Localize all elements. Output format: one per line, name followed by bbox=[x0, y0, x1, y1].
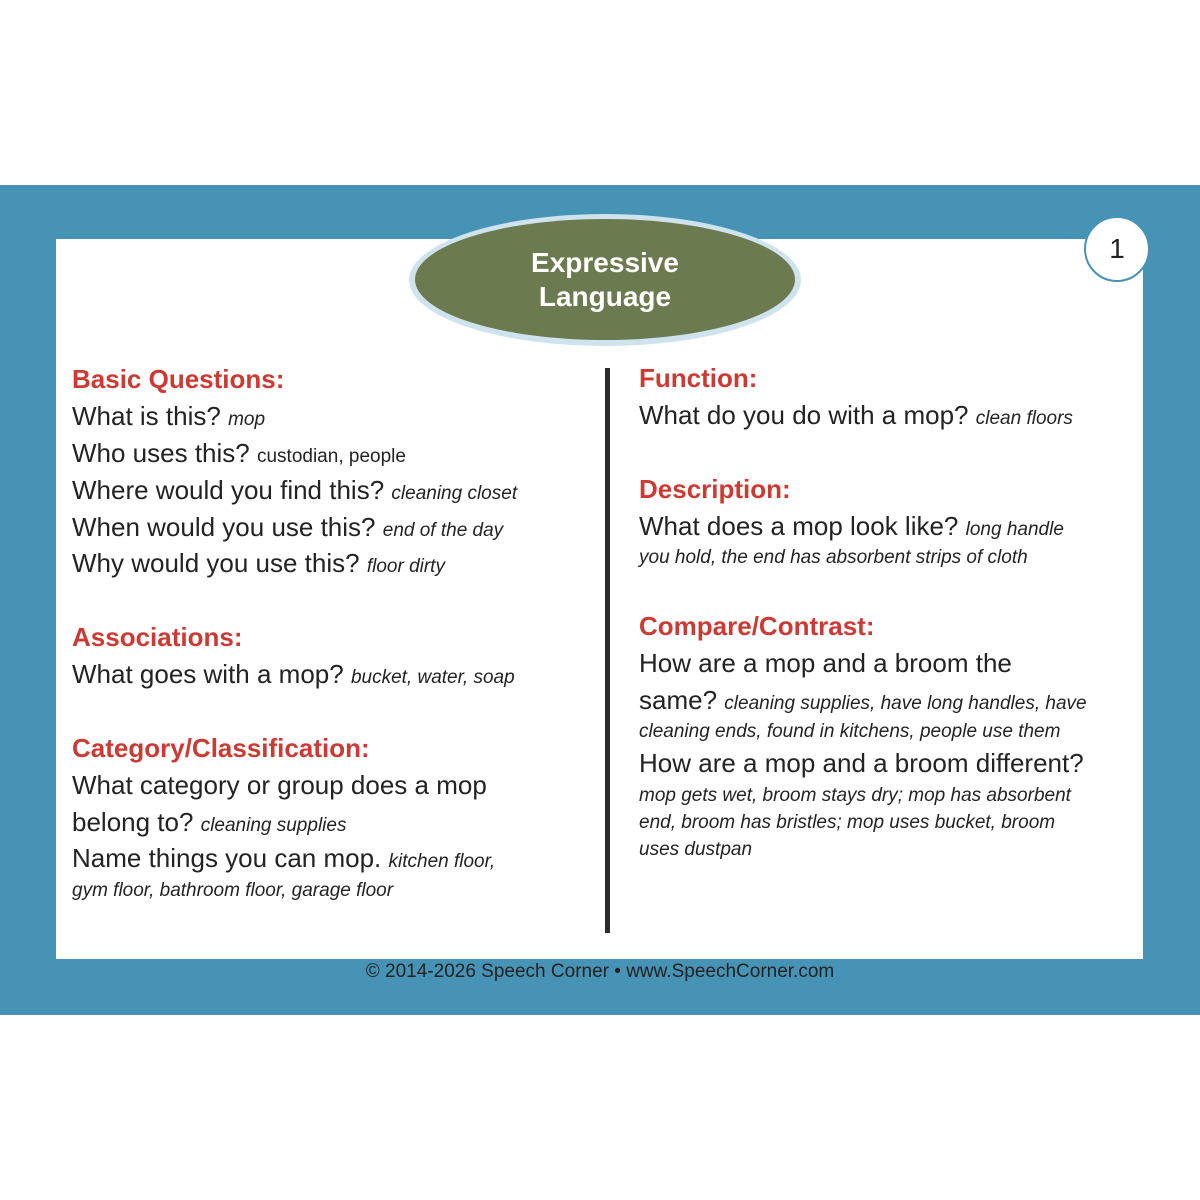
basic-question-3 bbox=[72, 475, 517, 509]
category-question-1-line2 bbox=[72, 807, 346, 841]
question-text: same? bbox=[639, 685, 718, 715]
answer-text: mop bbox=[228, 409, 266, 430]
question-text: What do you do with a mop? bbox=[639, 400, 969, 430]
compare-answer-2-line3: uses dustpan bbox=[639, 839, 753, 860]
compare-question-2: How are a mop and a broom different? bbox=[639, 748, 1084, 778]
answer-text: floor dirty bbox=[366, 556, 445, 577]
column-divider bbox=[605, 368, 610, 933]
compare-answer-2-line1: mop gets wet, broom stays dry; mop has absorbent bbox=[639, 785, 1071, 806]
basic-question-2 bbox=[72, 438, 406, 472]
answer-text: long handle bbox=[965, 519, 1064, 540]
question-text: Name things you can mop. bbox=[72, 843, 382, 873]
answer-text: bucket, water, soap bbox=[350, 667, 515, 688]
question-text: What is this? bbox=[72, 401, 221, 431]
category-question-1-line1: What category or group does a mop bbox=[72, 770, 487, 800]
associations-question-1 bbox=[72, 659, 515, 693]
question-text: When would you use this? bbox=[72, 512, 376, 542]
description-question-1 bbox=[639, 511, 1064, 545]
description-answer-line2: you hold, the end has absorbent strips of cloth bbox=[639, 547, 1028, 568]
answer-text: custodian, people bbox=[256, 446, 406, 467]
category-answer-2-line2: gym floor, bathroom floor, garage floor bbox=[72, 880, 394, 901]
compare-question-1-line2 bbox=[639, 685, 1087, 719]
question-text: Where would you find this? bbox=[72, 475, 385, 505]
category-heading: Category/Classification: bbox=[72, 733, 370, 763]
question-text: Who uses this? bbox=[72, 438, 250, 468]
answer-text: kitchen floor, bbox=[388, 851, 496, 872]
card-title-line1: Expressive bbox=[531, 246, 679, 278]
question-text: belong to? bbox=[72, 807, 194, 837]
description-heading: Description: bbox=[639, 474, 791, 504]
card-title bbox=[485, 246, 725, 314]
function-heading: Function: bbox=[639, 363, 758, 393]
answer-text: cleaning supplies, have long handles, have bbox=[724, 693, 1087, 714]
question-text: Why would you use this? bbox=[72, 548, 360, 578]
answer-text: end of the day bbox=[382, 520, 504, 541]
answer-text: clean floors bbox=[975, 408, 1073, 429]
title-oval bbox=[415, 219, 795, 340]
category-question-2 bbox=[72, 843, 495, 877]
card-number-badge: 1 bbox=[1084, 216, 1150, 282]
question-text: What goes with a mop? bbox=[72, 659, 344, 689]
question-text: What does a mop look like? bbox=[639, 511, 959, 541]
associations-heading: Associations: bbox=[72, 622, 243, 652]
basic-questions-heading: Basic Questions: bbox=[72, 364, 285, 394]
compare-question-1-line1: How are a mop and a broom the bbox=[639, 648, 1012, 678]
basic-question-4 bbox=[72, 512, 503, 546]
basic-question-1 bbox=[72, 401, 265, 435]
answer-text: cleaning supplies bbox=[200, 815, 347, 836]
compare-answer-2-line2: end, broom has bristles; mop uses bucket, broom bbox=[639, 812, 1056, 833]
compare-heading: Compare/Contrast: bbox=[639, 611, 875, 641]
answer-text: cleaning closet bbox=[391, 483, 518, 504]
function-question-1 bbox=[639, 400, 1073, 434]
copyright-footer: © 2014-2026 Speech Corner • www.SpeechCorner.com bbox=[365, 961, 835, 982]
basic-question-5 bbox=[72, 548, 445, 582]
card-title-line2: Language bbox=[538, 280, 672, 312]
compare-answer-1-line2: cleaning ends, found in kitchens, people use them bbox=[639, 721, 1061, 742]
